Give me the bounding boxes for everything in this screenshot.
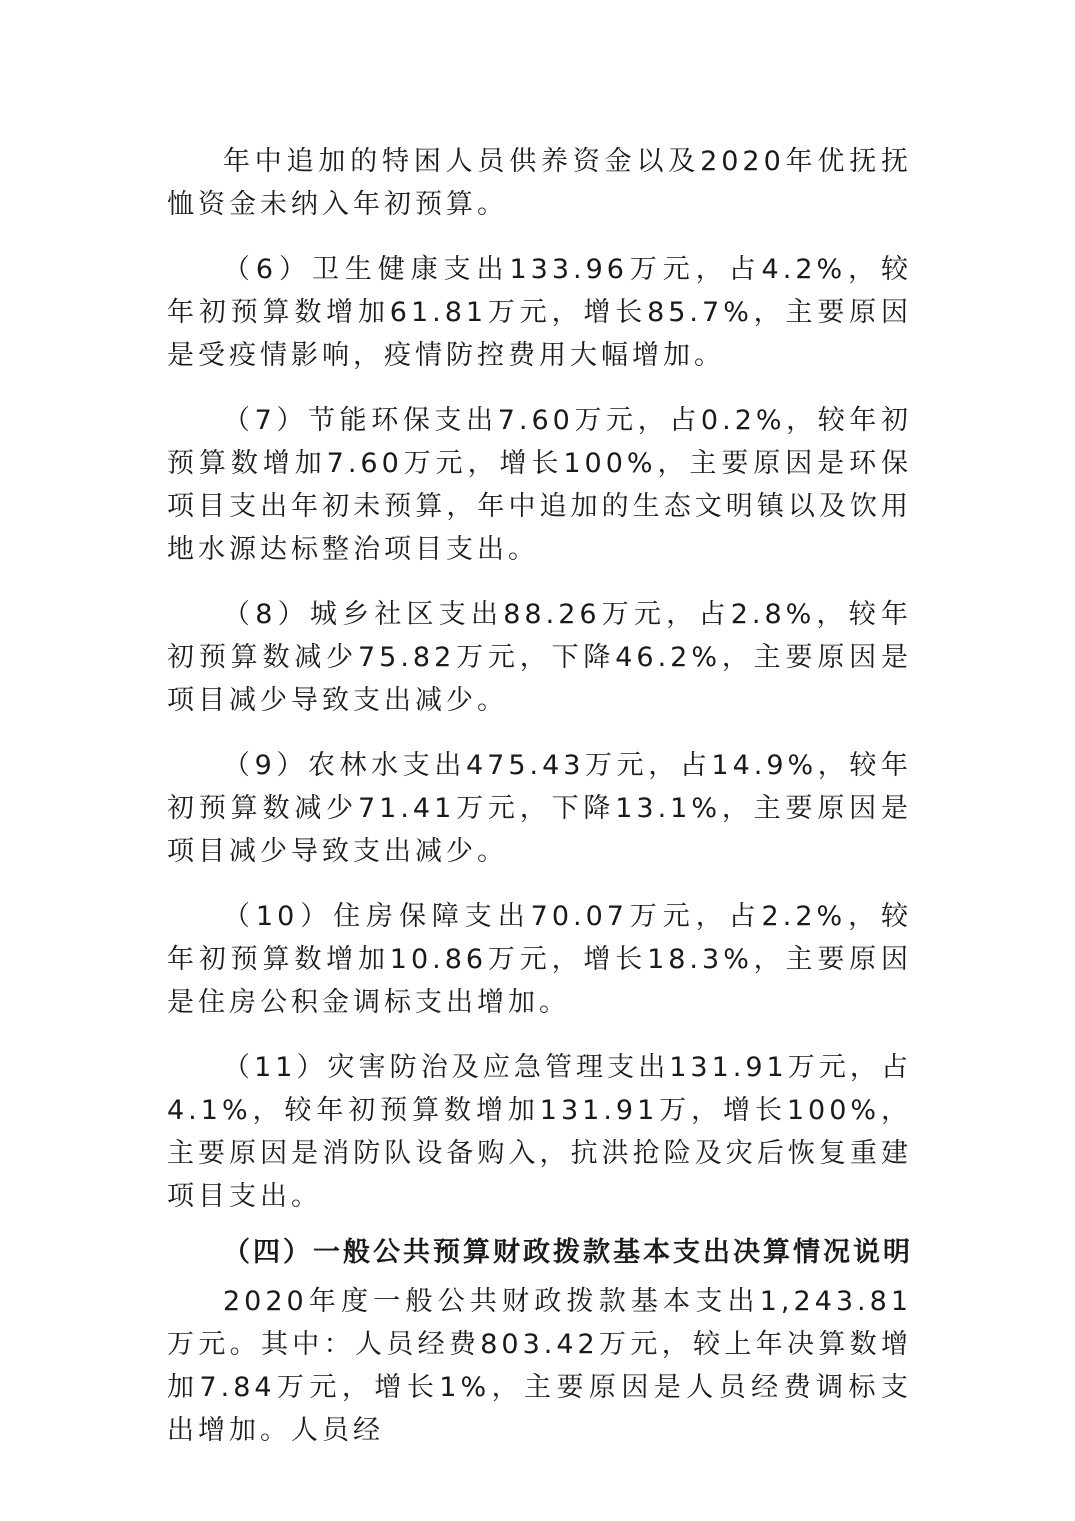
paragraph-environmental-expenditure: （7）节能环保支出7.60万元，占0.2%，较年初预算数增加7.60万元，增长100%，主要原因是环保项目支出年初未预算，年中追加的生态文明镇以及饮用地水源达标整治项目支出。: [167, 405, 912, 565]
document-body: [167, 140, 912, 1474]
paragraph-agriculture-expenditure: （9）农林水支出475.43万元，占14.9%，较年初预算数减少71.41万元，下降13.1%，主要原因是项目减少导致支出减少。: [167, 750, 912, 867]
paragraph-health-expenditure: （6）卫生健康支出133.96万元，占4.2%，较年初预算数增加61.81万元，增长85.7%，主要原因是受疫情影响，疫情防控费用大幅增加。: [167, 254, 912, 371]
paragraph-special-hardship-funds: 年中追加的特困人员供养资金以及2020年优抚抚恤资金未纳入年初预算。: [167, 146, 912, 220]
paragraph-housing-expenditure: （10）住房保障支出70.07万元，占2.2%，较年初预算数增加10.86万元，增长18.3%，主要原因是住房公积金调标支出增加。: [167, 901, 912, 1018]
paragraph-urban-rural-expenditure: （8）城乡社区支出88.26万元，占2.8%，较年初预算数减少75.82万元，下降46.2%，主要原因是项目减少导致支出减少。: [167, 599, 912, 716]
paragraph-basic-expenditure: 2020年度一般公共财政拨款基本支出1,243.81万元。其中：人员经费803.42万元，较上年决算数增加7.84万元，增长1%，主要原因是人员经费调标支出增加。人员经: [167, 1286, 912, 1446]
paragraph-disaster-expenditure: （11）灾害防治及应急管理支出131.91万元，占4.1%，较年初预算数增加131.91万，增长100%，主要原因是消防队设备购入，抗洪抢险及灾后恢复重建项目支出。: [167, 1052, 912, 1212]
section-heading: （四）一般公共预算财政拨款基本支出决算情况说明: [223, 1237, 913, 1268]
